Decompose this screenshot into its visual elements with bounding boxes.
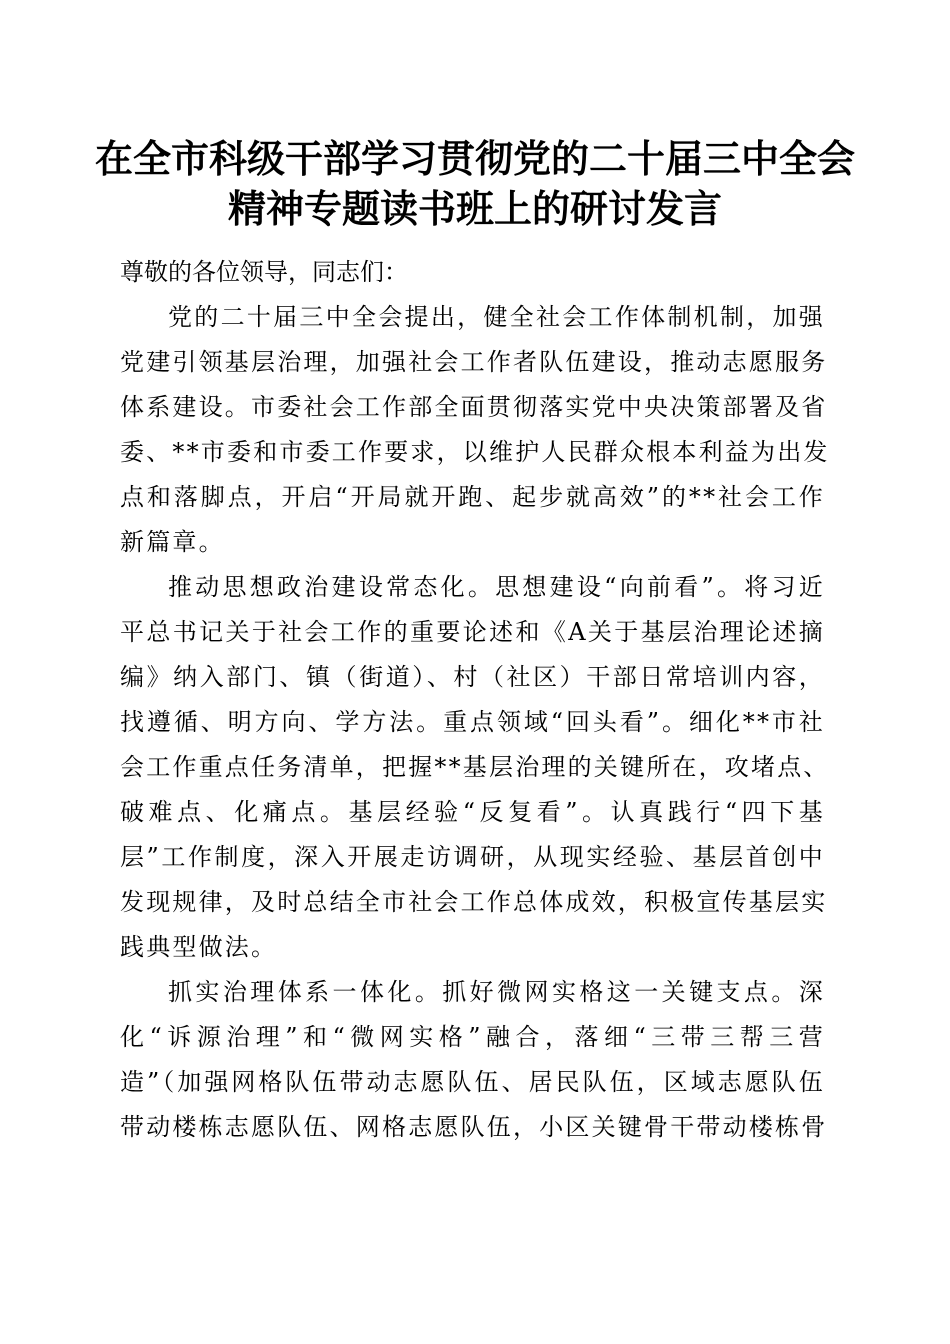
paragraph-line: 层”工作制度，深入开展走访调研，从现实经验、基层首创中 — [120, 843, 825, 871]
document-title — [80, 134, 870, 234]
paragraph-line: 推动思想政治建设常态化。思想建设“向前看”。将习近 — [168, 573, 825, 601]
document-body — [120, 250, 830, 1150]
paragraph-line: 带动楼栋志愿队伍、网格志愿队伍，小区关键骨干带动楼栋骨 — [120, 1113, 828, 1141]
paragraph-line: 点和落脚点，开启“开局就开跑、起步就高效”的**社会工作 — [120, 483, 825, 511]
paragraph-1 — [120, 295, 830, 565]
paragraph-line: 破难点、化痛点。基层经验“反复看”。认真践行“四下基 — [120, 798, 825, 826]
paragraph-line: 践典型做法。 — [120, 933, 278, 961]
paragraph-2 — [120, 565, 830, 970]
paragraph-line: 化“诉源治理”和“微网实格”融合，落细“三带三帮三营 — [120, 1023, 825, 1051]
paragraph-line: 找遵循、明方向、学方法。重点领域“回头看”。细化**市社 — [120, 708, 825, 736]
paragraph-line: 平总书记关于社会工作的重要论述和《A关于基层治理论述摘 — [120, 618, 825, 646]
paragraph-line: 党建引领基层治理，加强社会工作者队伍建设，推动志愿服务 — [120, 348, 828, 376]
paragraph-line: 党的二十届三中全会提出，健全社会工作体制机制，加强 — [168, 303, 825, 331]
paragraph-line: 新篇章。 — [120, 528, 225, 556]
paragraph-line: 发现规律，及时总结全市社会工作总体成效，积极宣传基层实 — [120, 888, 828, 916]
paragraph-line: 会工作重点任务清单，把握**基层治理的关键所在，攻堵点、 — [120, 753, 830, 781]
title-line-1: 在全市科级干部学习贯彻党的二十届三中全会 — [94, 136, 855, 181]
paragraph-3 — [120, 970, 828, 1150]
paragraph-line: 造”（加强网格队伍带动志愿队伍、居民队伍，区域志愿队伍 — [120, 1068, 825, 1096]
salutation: 尊敬的各位领导，同志们： — [120, 258, 408, 286]
paragraph-line: 体系建设。市委社会工作部全面贯彻落实党中央决策部署及省 — [120, 393, 828, 421]
paragraph-line: 抓实治理体系一体化。抓好微网实格这一关键支点。深 — [168, 978, 825, 1006]
paragraph-line: 编》纳入部门、镇（街道）、村（社区）干部日常培训内容， — [120, 663, 825, 691]
title-line-2: 精神专题读书班上的研讨发言 — [227, 186, 722, 231]
paragraph-line: 委、**市委和市委工作要求，以维护人民群众根本利益为出发 — [120, 438, 830, 466]
